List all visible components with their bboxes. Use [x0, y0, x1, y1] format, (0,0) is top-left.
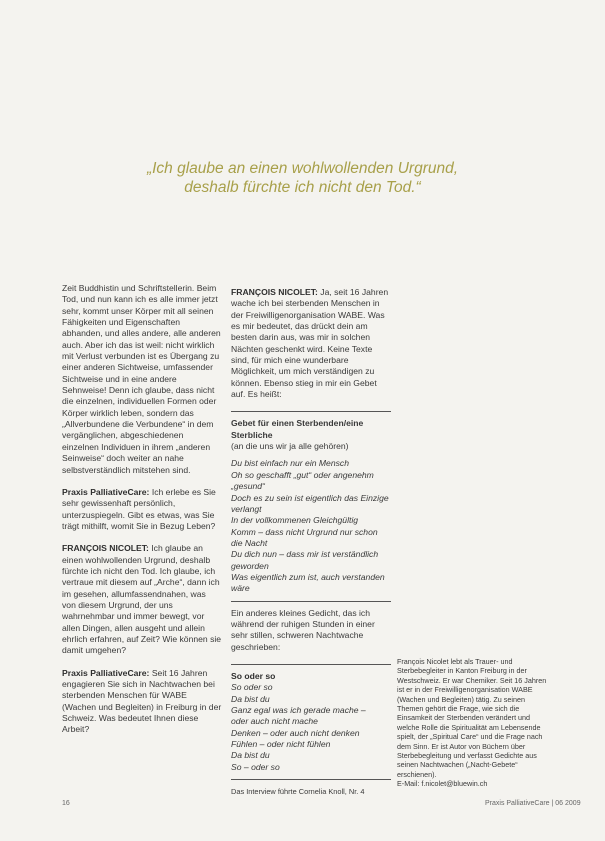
- question-text: Seit 16 Jahren engagieren Sie sich in Nachtwachen bei sterbenden Menschen für WABE (Wachen und Begleiten) in Freiburg in der Schweiz. Was bedeutet Ihnen diese Arbeit?: [62, 667, 222, 735]
- answer-text: Ich glaube an einen wohlwollenden Urgrund, deshalb fürchte ich nicht den Tod. Ich glaube, ich vertraue mit diesem auf „Arche“, dann ich im gesehen, allumfassendnahen, was von diesem Urgrund, der uns wahrnehmbar und immer bewegt, vor allen Dingen, allen ausgeht und allein ehrlich erfahren, auf Zeit? Wie können sie damit umgehen?: [62, 543, 222, 656]
- author-bio-box: [397, 657, 547, 789]
- author-email: E-Mail: f.nicolet@bluewin.ch: [397, 779, 488, 789]
- page-number: 16: [62, 800, 70, 807]
- column-middle: [231, 287, 391, 797]
- poem-title: So oder so: [231, 670, 276, 681]
- divider: [231, 664, 391, 665]
- poem-intro: Ein anderes kleines Gedicht, das ich während der ruhigen Stunden in einer sehr stillen, schweren Nachtwache geschrieben:: [231, 607, 375, 652]
- poem-lines: [231, 671, 391, 773]
- speaker-label: FRANÇOIS NICOLET:: [62, 543, 149, 554]
- column-left: [62, 283, 222, 747]
- prayer-line: Doch es zu sein ist eigentlich das Einzige verlangt: [231, 492, 389, 514]
- speaker-label: Praxis PalliativeCare:: [62, 667, 150, 678]
- pull-quote-line-2: deshalb fürchte ich nicht den Tod.“: [184, 179, 421, 196]
- prayer-title: Gebet für einen Sterbenden/eine Sterbliche: [231, 418, 364, 440]
- prayer-line: Du bist einfach nur ein Mensch: [231, 458, 349, 469]
- poem-line: Denken – oder auch nicht denken: [231, 727, 360, 738]
- author-bio: François Nicolet lebt als Trauer- und Sterbebegleiter in Kanton Freiburg in der Westschweiz. Er war Chemiker. Seit 16 Jahren ist er in der Freiwilligenorganisation WABE (Wachen und Begleiten) tätig. Zu seinen Themen gehört die Frage, wie sich die Einsamkeit der Sterbenden verändert und welche Rolle die Spiritualität am Lebensende spielt, der „Spiritual Care“ und die Frage nach dem Sinn. Er ist Autor von Büchern über Sterbebegleitung und verfasst Gedichte aus seinen Nachtwachen („Nacht-Gebete“ erschienen).: [397, 657, 547, 779]
- prayer-line: In der vollkommenen Gleichgültig: [231, 515, 359, 526]
- divider: [231, 411, 391, 412]
- answer-paragraph: [231, 287, 391, 400]
- question-text: Ich erlebe es Sie sehr gewissenhaft persönlich, unterzuspiegeln. Gibt es etwas, was Sie trägt mithilft, womit Sie in Bezug Leben?: [62, 486, 216, 531]
- prayer-line: Oh so geschafft „gut“ oder angenehm „gesund“: [231, 469, 374, 492]
- answer-paragraph: Zeit Buddhistin und Schriftstellerin. Beim Tod, und nun kann ich es alle immer jetzt sehr, kommt unser Körper mit all seinen Fähigkeiten und Eigenschaften abhanden, und alles andere, alle anderen auch. Aber ich das ist weil: nicht wirklich mit Verlust verbunden ist es Übergang zu einer anderen Sichtweise, umfassender Sichtweise und in eine andere Sehnweise! Denn ich glaube, dass nicht die einzelnen, individuellen Formen oder Körper wirklich leben, sondern das „Allverbundene die Verbundene“ in dem vergänglichen, abgeschiedenen einzelnen Individuen in ihrem „anderen Seinweise“ doch weiter an nahe selbstverständlich mitstehen sind.: [62, 283, 221, 475]
- prayer-lines: [231, 458, 391, 594]
- prayer-subtitle: (an die uns wir ja alle gehören): [231, 441, 349, 452]
- pull-quote: [0, 159, 605, 197]
- poem-line: So – oder so: [231, 761, 280, 772]
- poem-line: oder auch nicht mache: [231, 716, 318, 727]
- speaker-label: FRANÇOIS NICOLET:: [231, 287, 318, 297]
- pull-quote-line-1: „Ich glaube an einen wohlwollenden Urgrund,: [146, 160, 459, 177]
- question-paragraph: [62, 668, 222, 736]
- speaker-label: Praxis PalliativeCare:: [62, 486, 150, 497]
- poem-line: Da bist du: [231, 693, 270, 704]
- divider: [231, 601, 391, 602]
- divider: [231, 779, 391, 780]
- journal-footer: Praxis PalliativeCare | 06 2009: [485, 800, 581, 807]
- poem-line: So oder so: [231, 682, 273, 693]
- prayer-line: Komm – dass nicht Urgrund nur schon die Nacht: [231, 526, 378, 548]
- poem-line: Ganz egal was ich gerade mache –: [231, 705, 366, 715]
- answer-paragraph: [62, 543, 222, 656]
- poem-line: Da bist du: [231, 750, 270, 761]
- poem-line: Fühlen – oder nicht fühlen: [231, 739, 331, 750]
- prayer-line: Du dich nun – dass mir ist verständlich geworden: [231, 549, 379, 571]
- answer-text: Ja, seit 16 Jahren wache ich bei sterbenden Menschen in der Freiwilligenorganisation WABE. Was es mir bedeutet, das drückt dein am besten darin aus, was mir in solchen Nächten geschenkt wird. Keine Texte sind, für mich eine wunderbare Möglichkeit, um mich verständigen zu können. Ebenso stieg in mir ein Gebet auf. Es heißt:: [231, 287, 389, 400]
- interview-credit: Das Interview führte Cornelia Knoll, Nr. 4: [231, 787, 365, 797]
- prayer-line: Was eigentlich zum ist, auch verstanden wäre: [231, 571, 385, 594]
- question-paragraph: [62, 487, 222, 532]
